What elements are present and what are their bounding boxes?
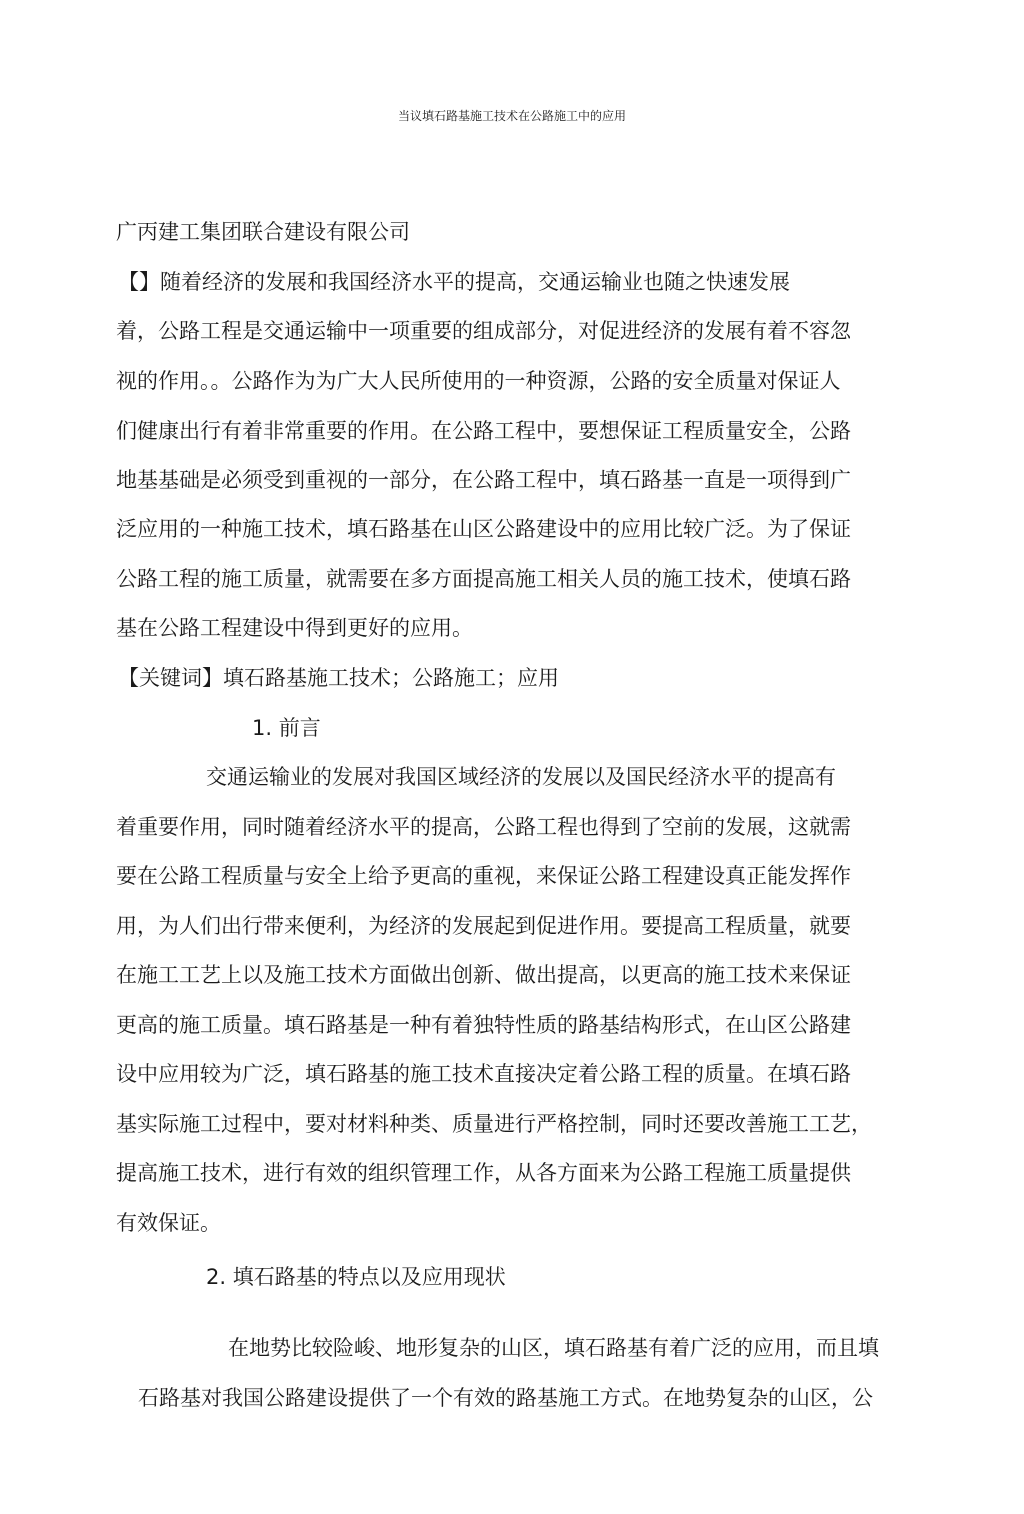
paragraph-line: 设中应用较为广泛，填石路基的施工技术直接决定着公路工程的质量。在填石路: [116, 1062, 851, 1086]
paragraph-line: 石路基对我国公路建设提供了一个有效的路基施工方式。在地势复杂的山区，公: [138, 1386, 873, 1410]
abstract-line: 公路工程的施工质量，就需要在多方面提高施工相关人员的施工技术，使填石路: [116, 567, 851, 591]
section-heading: 2. 填石路基的特点以及应用现状: [206, 1265, 506, 1289]
abstract-line: 们健康出行有着非常重要的作用。在公路工程中，要想保证工程质量安全，公路: [116, 419, 851, 443]
document-title: 当议填石路基施工技术在公路施工中的应用: [397, 109, 626, 123]
paragraph-line: 着重要作用，同时随着经济水平的提高，公路工程也得到了空前的发展，这就需: [116, 815, 851, 839]
abstract-line: 泛应用的一种施工技术，填石路基在山区公路建设中的应用比较广泛。为了保证: [116, 517, 851, 541]
keywords: 【关键词】填石路基施工技术；公路施工；应用: [118, 666, 559, 690]
abstract-line: 【】随着经济的发展和我国经济水平的提高，交通运输业也随之快速发展: [118, 270, 790, 294]
paragraph-line: 有效保证。: [116, 1211, 221, 1235]
paragraph-line: 要在公路工程质量与安全上给予更高的重视，来保证公路工程建设真正能发挥作: [116, 864, 851, 888]
company-name: 广丙建工集团联合建设有限公司: [116, 220, 410, 244]
abstract-line: 基在公路工程建设中得到更好的应用。: [116, 616, 473, 640]
abstract-line: 地基基础是必须受到重视的一部分，在公路工程中，填石路基一直是一项得到广: [116, 468, 851, 492]
paragraph-line: 更高的施工质量。填石路基是一种有着独特性质的路基结构形式，在山区公路建: [116, 1013, 851, 1037]
paragraph-line: 用，为人们出行带来便利，为经济的发展起到促进作用。要提高工程质量，就要: [116, 914, 851, 938]
abstract-line: 着，公路工程是交通运输中一项重要的组成部分，对促进经济的发展有着不容忽: [116, 319, 851, 343]
section-heading: 1. 前言: [252, 716, 321, 740]
paragraph-line: 交通运输业的发展对我国区域经济的发展以及国民经济水平的提高有: [206, 765, 836, 789]
paragraph-line: 基实际施工过程中，要对材料种类、质量进行严格控制，同时还要改善施工工艺，: [116, 1112, 872, 1136]
paragraph-line: 在地势比较险峻、地形复杂的山区，填石路基有着广泛的应用，而且填: [228, 1336, 879, 1360]
paragraph-line: 提高施工技术，进行有效的组织管理工作，从各方面来为公路工程施工质量提供: [116, 1161, 851, 1185]
paragraph-line: 在施工工艺上以及施工技术方面做出创新、做出提高，以更高的施工技术来保证: [116, 963, 851, 987]
abstract-line: 视的作用。。公路作为为广大人民所使用的一种资源，公路的安全质量对保证人: [116, 369, 841, 393]
